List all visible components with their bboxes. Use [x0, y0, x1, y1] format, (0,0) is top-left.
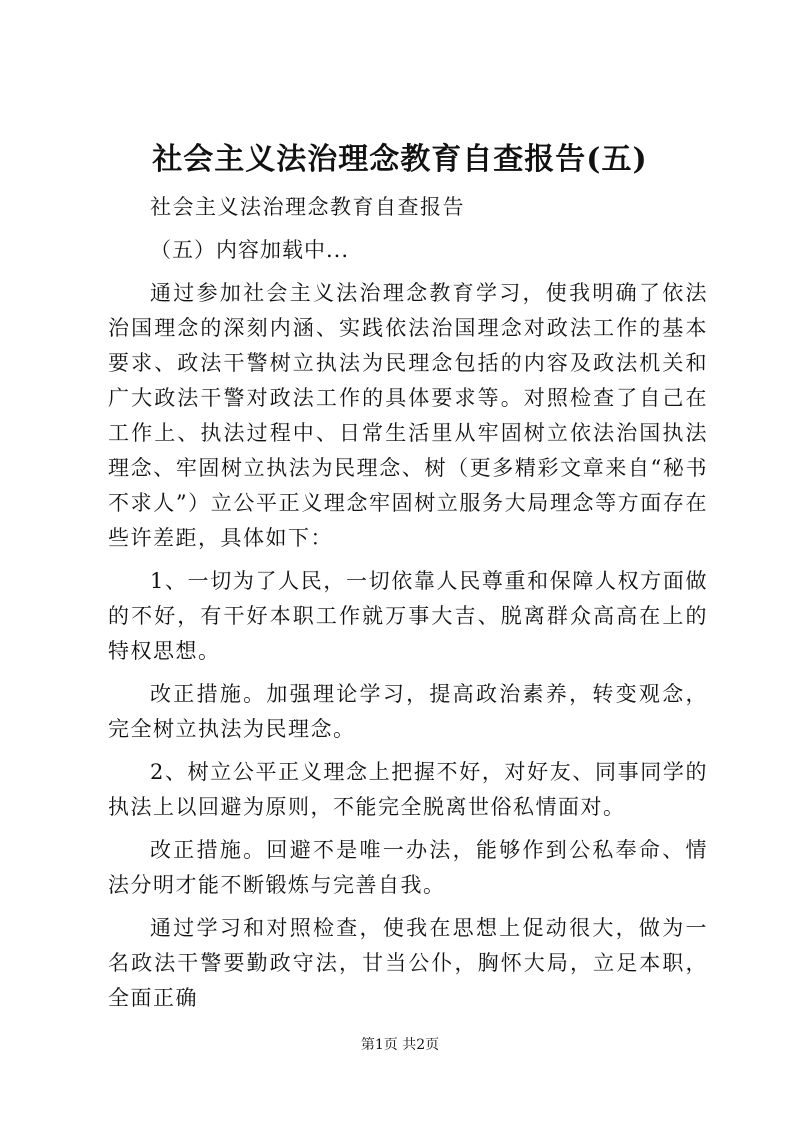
paragraph-loading: （五）内容加载中... — [150, 238, 350, 262]
paragraph-subtitle: 社会主义法治理念教育自查报告 — [150, 195, 465, 219]
paragraph-intro: 通过参加社会主义法治理念教育学习，使我明确了依法治国理念的深刻内涵、实践依法治国理念对政法工作的基本要求、政法干警树立执法为民理念包括的内容及政法机关和广大政法干警对政法工作的具体要求等。对照检查了自己在工作上、执法过程中、日常生活里从牢固树立依法治国执法理念、牢固树立执法为民理念、树（更多精彩文章来自“秘书不求人”）立公平正义理念牢固树立服务大局理念等方面存在些许差距，具体如下： — [108, 281, 708, 550]
paragraph-correction-2: 改正措施。回避不是唯一办法，能够作到公私奉命、情法分明才能不断锻炼与完善自我。 — [108, 838, 708, 897]
document-body — [108, 190, 708, 1016]
paragraph-correction-1: 改正措施。加强理论学习，提高政治素养，转变观念，完全树立执法为民理念。 — [108, 682, 708, 741]
page-indicator: 第1页 共2页 — [360, 1037, 440, 1053]
paragraph-conclusion: 通过学习和对照检查，使我在思想上促动很大，做为一名政法干警要勤政守法，甘当公仆，胸怀大局，立足本职，全面正确 — [108, 916, 708, 1010]
paragraph-item-1: 1、一切为了人民，一切依靠人民尊重和保障人权方面做的不好，有干好本职工作就万事大吉、脱离群众高高在上的特权思想。 — [108, 569, 708, 663]
paragraph-item-2: 2、树立公平正义理念上把握不好，对好友、同事同学的执法上以回避为原则，不能完全脱离世俗私情面对。 — [108, 760, 708, 819]
document-title: 社会主义法治理念教育自查报告(五) — [152, 142, 648, 177]
